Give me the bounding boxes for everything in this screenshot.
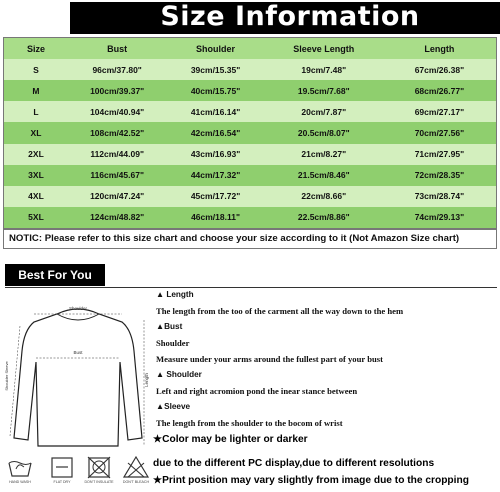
shoulder-text: Left and right acromion pond the inear stance between xyxy=(156,386,358,396)
table-row xyxy=(4,165,496,186)
table-header-row xyxy=(4,38,496,59)
table-header-cell: Size xyxy=(4,38,68,59)
table-cell: 71cm/27.95" xyxy=(383,144,496,165)
sweater-diagram xyxy=(2,296,154,456)
table-cell: 116cm/45.67" xyxy=(68,165,166,186)
size-table-grid xyxy=(4,38,496,228)
care-label-do-not-bleach: DON'T BLEACH xyxy=(122,480,150,484)
table-cell: M xyxy=(4,80,68,101)
table-row xyxy=(4,144,496,165)
print-note: ★Print position may vary slightly from image due to the cropping xyxy=(153,475,469,486)
table-cell: 4XL xyxy=(4,186,68,207)
color-note: ★Color may be lighter or darker xyxy=(153,434,308,445)
size-table xyxy=(3,37,497,229)
table-cell: 19.5cm/7.68" xyxy=(265,80,383,101)
table-header-cell: Shoulder xyxy=(166,38,264,59)
table-cell: 68cm/26.77" xyxy=(383,80,496,101)
table-cell: 21cm/8.27" xyxy=(265,144,383,165)
page-title: Size Information xyxy=(160,1,420,32)
do-not-bleach-icon xyxy=(122,455,150,479)
table-cell: XL xyxy=(4,122,68,143)
table-row xyxy=(4,186,496,207)
table-cell: 45cm/17.72" xyxy=(166,186,264,207)
table-row xyxy=(4,59,496,80)
table-header-cell: Length xyxy=(383,38,496,59)
table-row xyxy=(4,101,496,122)
table-cell: 120cm/47.24" xyxy=(68,186,166,207)
table-cell: 124cm/48.82" xyxy=(68,207,166,228)
table-cell: 104cm/40.94" xyxy=(68,101,166,122)
table-header-cell: Sleeve Length xyxy=(265,38,383,59)
table-cell: 112cm/44.09" xyxy=(68,144,166,165)
section-divider xyxy=(5,287,497,288)
table-cell: 22cm/8.66" xyxy=(265,186,383,207)
table-cell: 39cm/15.35" xyxy=(166,59,264,80)
bust-text: Measure under your arms around the fullest part of your bust xyxy=(156,354,383,364)
table-cell: S xyxy=(4,59,68,80)
table-cell: 96cm/37.80" xyxy=(68,59,166,80)
table-cell: 46cm/18.11" xyxy=(166,207,264,228)
table-cell: 42cm/16.54" xyxy=(166,122,264,143)
table-cell: 43cm/16.93" xyxy=(166,144,264,165)
table-cell: 67cm/26.38" xyxy=(383,59,496,80)
table-cell: 44cm/17.32" xyxy=(166,165,264,186)
do-not-insulate-icon xyxy=(85,455,113,479)
table-cell: 2XL xyxy=(4,144,68,165)
table-cell: 40cm/15.75" xyxy=(166,80,264,101)
table-cell: 74cm/29.13" xyxy=(383,207,496,228)
table-cell: 22.5cm/8.86" xyxy=(265,207,383,228)
table-cell: 20.5cm/8.07" xyxy=(265,122,383,143)
table-row xyxy=(4,207,496,228)
table-cell: 72cm/28.35" xyxy=(383,165,496,186)
table-header-cell: Bust xyxy=(68,38,166,59)
table-row xyxy=(4,80,496,101)
best-for-you-heading: Best For You xyxy=(5,264,105,286)
shoulder-label: Shoulder xyxy=(68,306,88,311)
length-label: Length xyxy=(144,373,149,387)
bust-label: Bust xyxy=(73,350,83,355)
sleeve-heading: ▲Sleeve xyxy=(156,402,191,411)
hand-wash-icon xyxy=(6,455,34,479)
table-cell: 19cm/7.48" xyxy=(265,59,383,80)
sleeve-label: Shoulder Sleeve xyxy=(4,361,9,391)
shoulder-heading: ▲ Shoulder xyxy=(156,370,202,379)
table-cell: 41cm/16.14" xyxy=(166,101,264,122)
table-cell: 100cm/39.37" xyxy=(68,80,166,101)
table-row xyxy=(4,122,496,143)
sweater-outline xyxy=(14,309,142,446)
length-heading: ▲ Length xyxy=(156,290,194,299)
table-cell: 3XL xyxy=(4,165,68,186)
table-cell: 21.5cm/8.46" xyxy=(265,165,383,186)
care-label-do-not-insulate: DON'T INSULATE xyxy=(84,480,114,484)
table-cell: 73cm/28.74" xyxy=(383,186,496,207)
care-label-flat-dry: FLAT DRY xyxy=(53,480,71,484)
length-text: The length from the too of the carment all the way down to the hem xyxy=(156,306,404,316)
sleeve-text: The length from the shoulder to the bocom of wrist xyxy=(156,418,343,428)
bust-heading: ▲Bust xyxy=(156,322,183,331)
table-cell: 20cm/7.87" xyxy=(265,101,383,122)
table-cell: L xyxy=(4,101,68,122)
display-note: due to the different PC display,due to different resolutions xyxy=(153,458,435,469)
table-cell: 5XL xyxy=(4,207,68,228)
table-cell: 69cm/27.17" xyxy=(383,101,496,122)
shoulder-word: Shoulder xyxy=(156,338,190,348)
care-label-hand-wash: HAND WASH xyxy=(9,480,31,484)
flat-dry-icon xyxy=(48,455,76,479)
table-cell: 108cm/42.52" xyxy=(68,122,166,143)
notice-text: NOTIC: Please refer to this size chart and choose your size according to it (Not Amazon Size chart) xyxy=(3,229,497,249)
table-cell: 70cm/27.56" xyxy=(383,122,496,143)
